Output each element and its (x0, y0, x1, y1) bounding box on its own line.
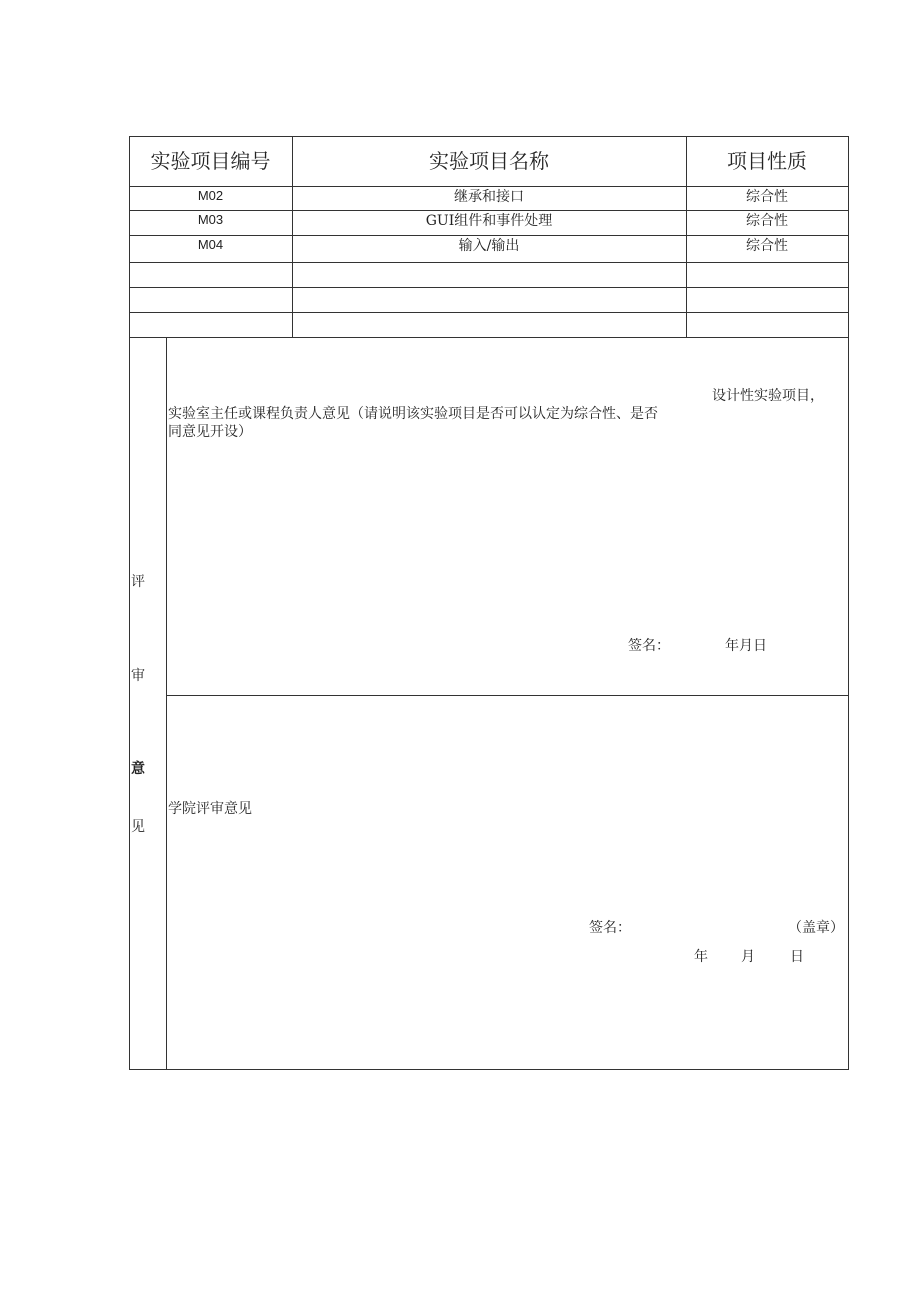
table-top-border (129, 136, 849, 137)
lab-signature-label: 签名： (628, 638, 670, 654)
side-label-char: 见 (131, 819, 145, 835)
college-signature-label: 签名： (589, 920, 631, 936)
side-label-char: 审 (131, 668, 145, 684)
row-border (129, 210, 849, 211)
table-bottom-border (129, 1069, 849, 1070)
lab-opinion-text-cont: 同意见开设） (168, 424, 252, 440)
row-code: M04 (197, 237, 224, 252)
header-project-name: 实验项目名称 (429, 149, 549, 173)
college-seal-label: （盖章） (788, 920, 844, 936)
college-date-year: 年 (694, 949, 708, 965)
row-border (129, 235, 849, 236)
college-date-month: 月 (741, 949, 755, 965)
header-bottom-border (129, 186, 849, 187)
row-name: 输入/输出 (458, 238, 520, 254)
review-side-divider (166, 337, 167, 1070)
side-label-char: 评 (131, 574, 145, 590)
row-code: M02 (197, 188, 224, 203)
review-section-divider (166, 695, 849, 696)
lab-opinion-text: 实验室主任或课程负责人意见（请说明该实验项目是否可以认定为综合性、是否 (168, 406, 658, 422)
row-name: GUI组件和事件处理 (425, 213, 553, 229)
row-border (129, 312, 849, 313)
row-type: 综合性 (746, 189, 788, 205)
row-type: 综合性 (746, 213, 788, 229)
header-project-code: 实验项目编号 (150, 149, 271, 173)
table-review-border (129, 337, 849, 338)
lab-date-label: 年月日 (725, 638, 767, 654)
college-date-day: 日 (790, 949, 804, 965)
row-border (129, 287, 849, 288)
side-label-char: 意 (131, 761, 145, 777)
row-type: 综合性 (746, 238, 788, 254)
table-right-border (848, 136, 849, 1070)
lab-opinion-text-tail: 设计性实验项目， (712, 388, 824, 404)
college-opinion-text: 学院评审意见 (168, 801, 252, 817)
row-name: 继承和接口 (454, 189, 524, 205)
table-left-border (129, 136, 130, 1070)
row-code: M03 (197, 212, 224, 227)
header-project-type: 项目性质 (727, 149, 807, 173)
row-border (129, 262, 849, 263)
